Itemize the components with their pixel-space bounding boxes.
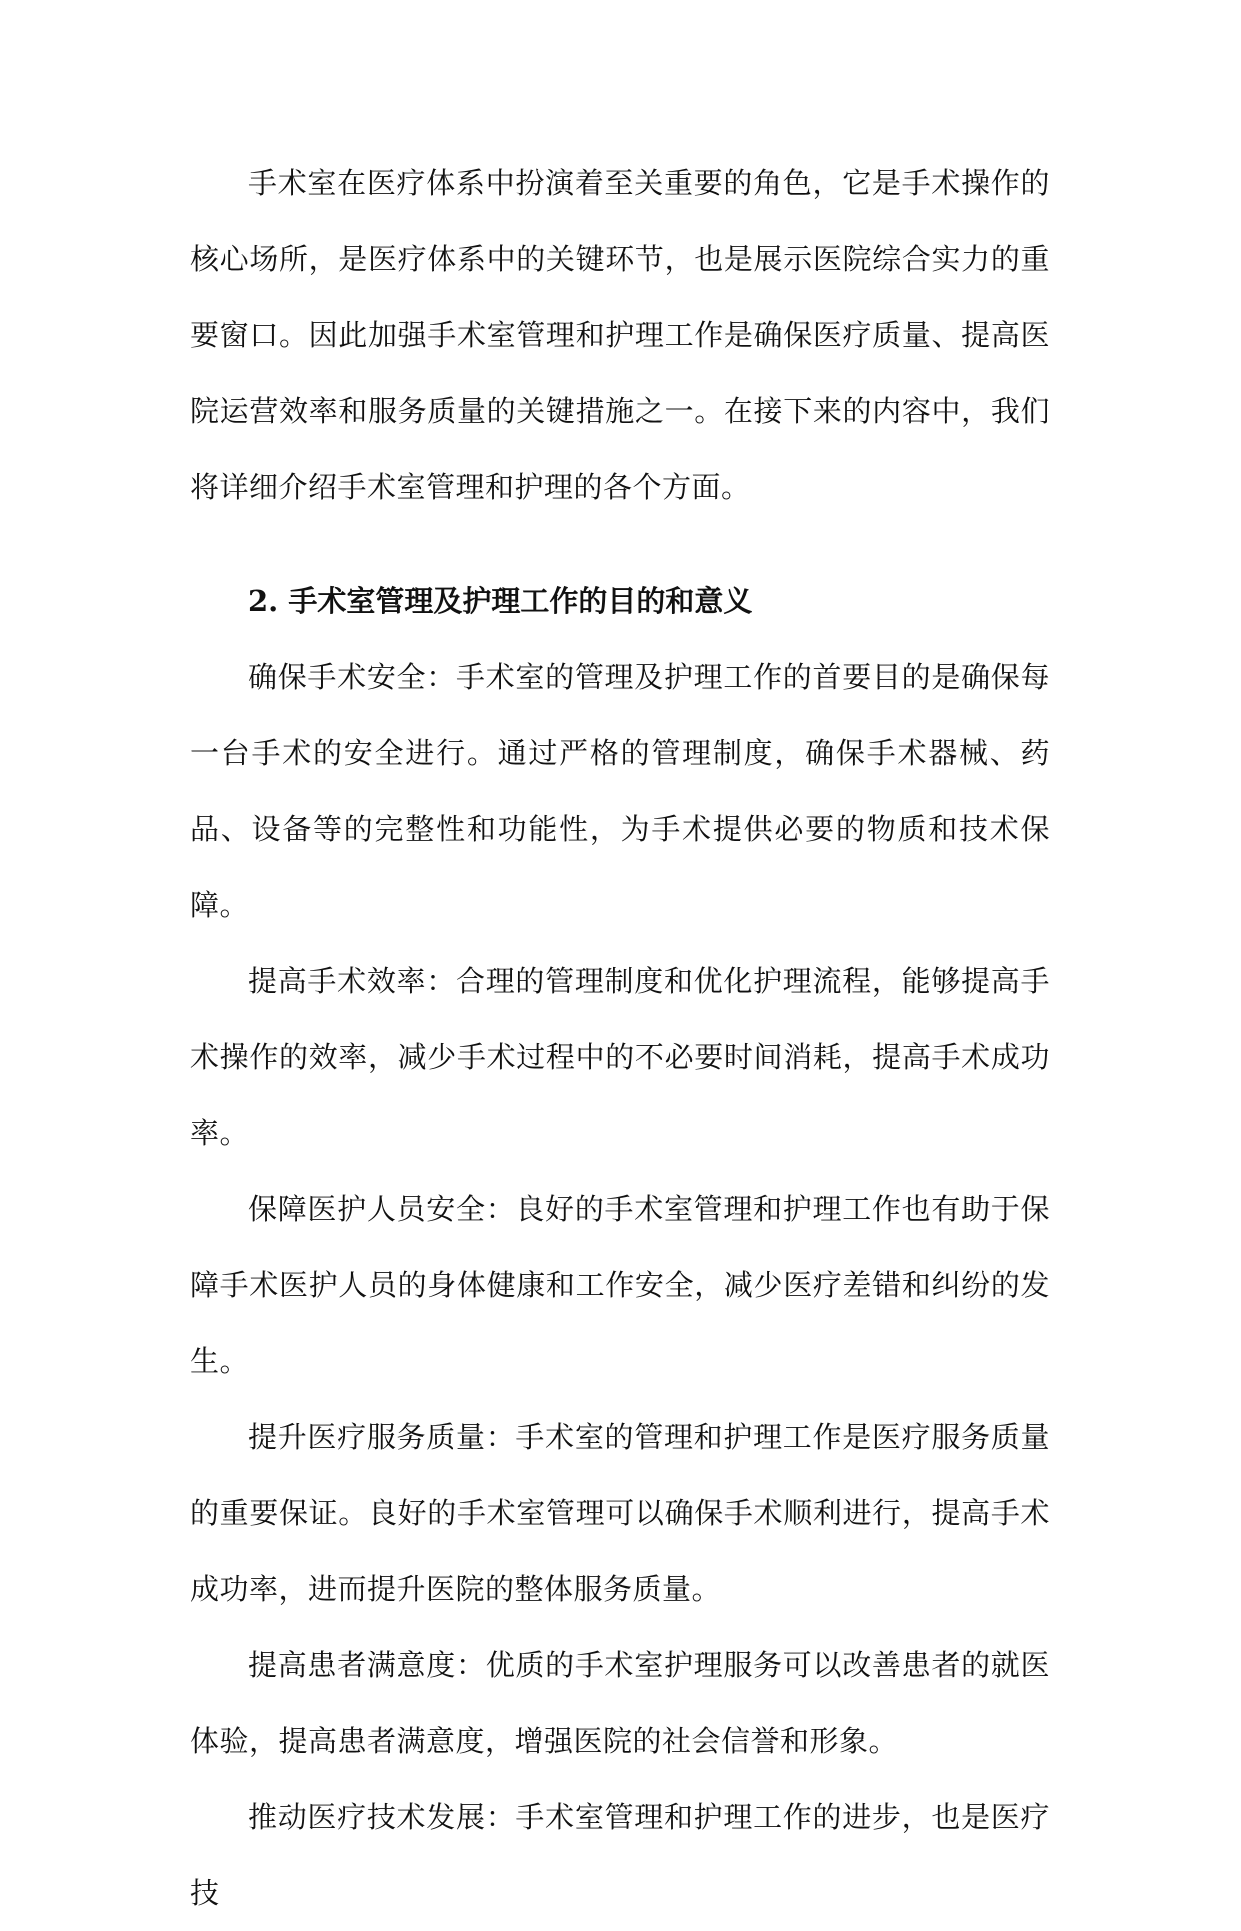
document-page	[190, 145, 1050, 1931]
paragraph-staff-safety: 保障医护人员安全：良好的手术室管理和护理工作也有助于保障手术医护人员的身体健康和工作安全，减少医疗差错和纠纷的发生。	[190, 1192, 1050, 1378]
paragraph-service-quality: 提升医疗服务质量：手术室的管理和护理工作是医疗服务质量的重要保证。良好的手术室管理可以确保手术顺利进行，提高手术成功率，进而提升医院的整体服务质量。	[190, 1420, 1050, 1606]
paragraph-surgery-safety: 确保手术安全：手术室的管理及护理工作的首要目的是确保每一台手术的安全进行。通过严格的管理制度，确保手术器械、药品、设备等的完整性和功能性，为手术提供必要的物质和技术保障。	[190, 660, 1050, 922]
paragraph-patient-satisfaction: 提高患者满意度：优质的手术室护理服务可以改善患者的就医体验，提高患者满意度，增强医院的社会信誉和形象。	[190, 1648, 1050, 1758]
intro-paragraph: 手术室在医疗体系中扮演着至关重要的角色，它是手术操作的核心场所，是医疗体系中的关键环节，也是展示医院综合实力的重要窗口。因此加强手术室管理和护理工作是确保医疗质量、提高医院运营效率和服务质量的关键措施之一。在接下来的内容中，我们将详细介绍手术室管理和护理的各个方面。	[190, 166, 1050, 504]
section-heading: 2. 手术室管理及护理工作的目的和意义	[248, 584, 753, 618]
paragraph-surgery-efficiency: 提高手术效率：合理的管理制度和优化护理流程，能够提高手术操作的效率，减少手术过程中的不必要时间消耗，提高手术成功率。	[190, 964, 1050, 1150]
paragraph-tech-development: 推动医疗技术发展：手术室管理和护理工作的进步，也是医疗技	[190, 1800, 1050, 1910]
